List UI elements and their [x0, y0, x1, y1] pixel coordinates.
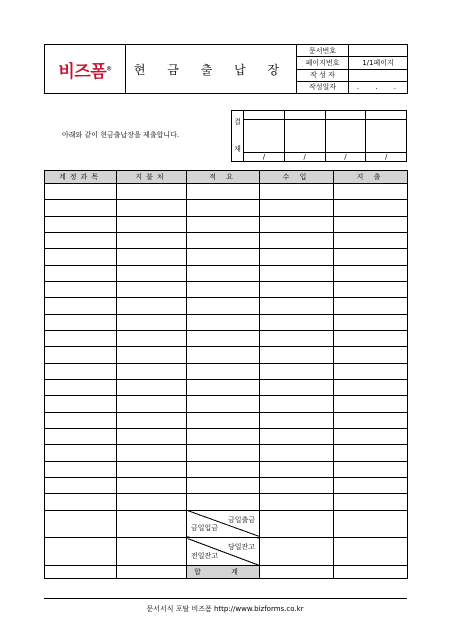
bizforms-logo: 비즈폼®: [58, 61, 112, 82]
table-cell[interactable]: [334, 232, 408, 248]
table-cell[interactable]: [260, 298, 334, 314]
table-cell[interactable]: [45, 298, 117, 314]
table-cell[interactable]: [117, 314, 187, 330]
doc-number-value: [349, 45, 408, 57]
table-row: [45, 298, 408, 314]
table-row: [45, 216, 408, 232]
table-cell[interactable]: [45, 249, 117, 265]
table-row: [45, 265, 408, 281]
table-cell[interactable]: [117, 232, 187, 248]
table-cell[interactable]: [45, 379, 117, 395]
summary-income-cell[interactable]: [260, 538, 334, 566]
table-cell[interactable]: [117, 200, 187, 216]
table-cell[interactable]: [187, 412, 260, 428]
table-cell[interactable]: [187, 494, 260, 510]
table-cell[interactable]: [117, 249, 187, 265]
date-label: 작성일자: [297, 81, 349, 93]
summary-cell-balance: 당일잔고 전일잔고: [187, 538, 260, 566]
table-cell[interactable]: [260, 412, 334, 428]
date-value: . . .: [349, 81, 408, 93]
table-cell[interactable]: [45, 363, 117, 379]
column-header-income: 수 입: [260, 171, 334, 184]
table-cell[interactable]: [187, 232, 260, 248]
table-cell[interactable]: [260, 184, 334, 200]
table-cell[interactable]: [187, 363, 260, 379]
table-cell[interactable]: [334, 412, 408, 428]
summary-income-cell[interactable]: [260, 510, 334, 538]
table-cell[interactable]: [45, 477, 117, 493]
table-cell[interactable]: [334, 216, 408, 232]
table-cell[interactable]: [45, 461, 117, 477]
table-cell[interactable]: [260, 428, 334, 444]
table-cell[interactable]: [334, 265, 408, 281]
table-cell[interactable]: [117, 216, 187, 232]
summary-expense-cell[interactable]: [334, 538, 408, 566]
table-cell[interactable]: [260, 232, 334, 248]
approval-date-cell[interactable]: /: [284, 153, 325, 162]
table-cell[interactable]: [117, 379, 187, 395]
table-cell[interactable]: [334, 379, 408, 395]
table-row: [45, 281, 408, 297]
table-cell[interactable]: [334, 249, 408, 265]
table-cell[interactable]: [45, 281, 117, 297]
total-income-cell[interactable]: [260, 565, 334, 578]
table-cell[interactable]: [260, 494, 334, 510]
table-cell[interactable]: [187, 216, 260, 232]
table-row: [45, 232, 408, 248]
table-cell[interactable]: [45, 216, 117, 232]
table-cell[interactable]: [334, 184, 408, 200]
page-number-value: 1/1페이지: [349, 57, 408, 69]
approval-date-cell[interactable]: /: [366, 153, 407, 162]
table-cell[interactable]: [187, 298, 260, 314]
approval-box: [231, 110, 407, 162]
table-cell[interactable]: [334, 461, 408, 477]
document-title: 현 금 출 납 장: [126, 45, 297, 94]
table-row: [45, 363, 408, 379]
signature-cell[interactable]: [366, 120, 407, 153]
table-cell[interactable]: [187, 265, 260, 281]
table-cell[interactable]: [334, 200, 408, 216]
table-cell[interactable]: [260, 265, 334, 281]
table-cell[interactable]: [260, 396, 334, 412]
approval-title-cell: [244, 111, 285, 120]
table-cell[interactable]: [117, 330, 187, 346]
cash-ledger-table: [44, 170, 407, 579]
table-cell[interactable]: [334, 396, 408, 412]
summary-blank-cell: [117, 510, 187, 538]
table-cell[interactable]: [45, 314, 117, 330]
summary-blank-cell: [117, 565, 187, 578]
table-cell[interactable]: [187, 314, 260, 330]
table-cell[interactable]: [45, 428, 117, 444]
table-row: [45, 314, 408, 330]
author-value: [349, 69, 408, 81]
intro-text: 아래와 같이 현금출납장을 제출합니다.: [62, 131, 180, 139]
table-cell[interactable]: [260, 477, 334, 493]
table-cell[interactable]: [334, 363, 408, 379]
table-cell[interactable]: [334, 314, 408, 330]
signature-cell[interactable]: [325, 120, 366, 153]
table-cell[interactable]: [187, 281, 260, 297]
page-number-label: 페이지번호: [297, 57, 349, 69]
summary-blank-cell: [45, 510, 117, 538]
table-cell[interactable]: [117, 281, 187, 297]
table-cell[interactable]: [117, 347, 187, 363]
table-cell[interactable]: [187, 200, 260, 216]
footer-divider: [44, 598, 407, 599]
table-cell[interactable]: [187, 445, 260, 461]
table-cell[interactable]: [117, 477, 187, 493]
table-cell[interactable]: [334, 330, 408, 346]
table-row: [45, 428, 408, 444]
summary-blank-cell: [117, 538, 187, 566]
table-row: [45, 330, 408, 346]
approval-title-cell: [366, 111, 407, 120]
table-row: [45, 412, 408, 428]
table-row: [45, 184, 408, 200]
approval-date-cell[interactable]: /: [325, 153, 366, 162]
table-cell[interactable]: [187, 347, 260, 363]
table-cell[interactable]: [260, 249, 334, 265]
table-cell[interactable]: [117, 184, 187, 200]
table-cell[interactable]: [334, 477, 408, 493]
column-header-payee: 지불처: [117, 171, 187, 184]
table-row: [45, 445, 408, 461]
table-cell[interactable]: [260, 461, 334, 477]
table-cell[interactable]: [45, 330, 117, 346]
table-cell[interactable]: [45, 184, 117, 200]
approval-label: 결 재: [232, 111, 244, 162]
table-cell[interactable]: [187, 249, 260, 265]
table-cell[interactable]: [45, 445, 117, 461]
table-cell[interactable]: [187, 184, 260, 200]
table-cell[interactable]: [334, 347, 408, 363]
table-cell[interactable]: [187, 428, 260, 444]
table-cell[interactable]: [117, 363, 187, 379]
summary-expense-cell[interactable]: [334, 510, 408, 538]
table-cell[interactable]: [45, 396, 117, 412]
table-cell[interactable]: [117, 298, 187, 314]
signature-cell[interactable]: [284, 120, 325, 153]
table-cell[interactable]: [187, 461, 260, 477]
table-cell[interactable]: [187, 330, 260, 346]
column-header-expense: 지 출: [334, 171, 408, 184]
table-cell[interactable]: [117, 445, 187, 461]
table-row: [45, 396, 408, 412]
table-cell[interactable]: [260, 200, 334, 216]
summary-blank-cell: [45, 565, 117, 578]
total-label: 합 계: [187, 565, 260, 578]
table-cell[interactable]: [334, 445, 408, 461]
column-header-account: 계정과목: [45, 171, 117, 184]
table-cell[interactable]: [45, 412, 117, 428]
table-cell[interactable]: [45, 265, 117, 281]
table-cell[interactable]: [260, 445, 334, 461]
table-row: [45, 494, 408, 510]
table-cell[interactable]: [260, 281, 334, 297]
table-cell[interactable]: [45, 232, 117, 248]
table-cell[interactable]: [187, 396, 260, 412]
table-row: [45, 461, 408, 477]
table-cell[interactable]: [187, 477, 260, 493]
table-row: [45, 249, 408, 265]
summary-blank-cell: [45, 538, 117, 566]
table-cell[interactable]: [260, 379, 334, 395]
approval-date-cell[interactable]: /: [244, 153, 285, 162]
table-cell[interactable]: [260, 216, 334, 232]
table-cell[interactable]: [45, 200, 117, 216]
table-cell[interactable]: [117, 494, 187, 510]
table-cell[interactable]: [260, 347, 334, 363]
table-cell[interactable]: [117, 265, 187, 281]
author-label: 작 성 자: [297, 69, 349, 81]
table-row: [45, 200, 408, 216]
table-cell[interactable]: [260, 314, 334, 330]
approval-title-cell: [325, 111, 366, 120]
table-cell[interactable]: [260, 330, 334, 346]
summary-cell-daily-out-in: 금일출금 금일입금: [187, 510, 260, 538]
table-cell[interactable]: [334, 494, 408, 510]
table-row: [45, 379, 408, 395]
table-cell[interactable]: [187, 379, 260, 395]
table-cell[interactable]: [117, 428, 187, 444]
document-header: [44, 44, 407, 94]
column-header-description: 적 요: [187, 171, 260, 184]
table-cell[interactable]: [45, 494, 117, 510]
table-cell[interactable]: [45, 347, 117, 363]
table-cell[interactable]: [117, 396, 187, 412]
table-cell[interactable]: [260, 363, 334, 379]
table-cell[interactable]: [334, 428, 408, 444]
total-expense-cell[interactable]: [334, 565, 408, 578]
footer-text: 문서서식 포탈 비즈폼 http://www.bizforms.co.kr: [146, 605, 304, 613]
approval-title-cell: [284, 111, 325, 120]
table-row: [45, 347, 408, 363]
table-cell[interactable]: [334, 298, 408, 314]
table-cell[interactable]: [117, 461, 187, 477]
logo-cell: [45, 45, 126, 94]
signature-cell[interactable]: [244, 120, 285, 153]
table-cell[interactable]: [117, 412, 187, 428]
doc-number-label: 문서번호: [297, 45, 349, 57]
table-cell[interactable]: [334, 281, 408, 297]
table-row: [45, 477, 408, 493]
